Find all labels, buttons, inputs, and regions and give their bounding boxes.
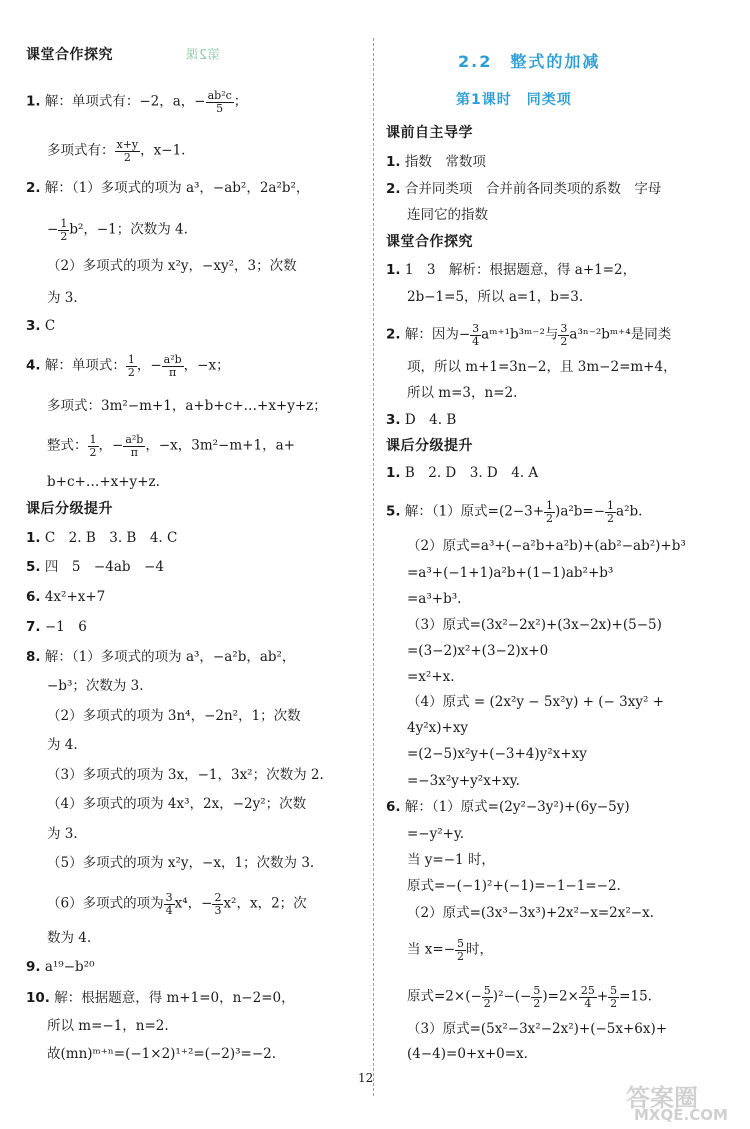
fraction-denominator: 2 [546,511,554,525]
answer-line [26,589,105,605]
fraction-denominator: 2 [607,511,615,525]
line-text: （3）原式=(3x²−2x²)+(3x−2x)+(5−5) [407,617,662,633]
answer-line [407,694,664,710]
line-text: =x²+x. [407,669,455,685]
fraction [608,985,619,1009]
answer-line [386,262,636,278]
line-text: 当 x=− [407,941,456,958]
item-number: 6. [386,799,401,815]
section-heading [26,47,113,64]
line-text: 故(mn)ᵐ⁺ⁿ=(−1×2)¹⁺²=(−2)³=−2. [47,1046,277,1062]
fraction [455,938,466,962]
fraction-numerator: 25 [580,984,595,997]
line-text: 解：（1）多项式的项为 a³，−ab²，2a²b²， [44,180,310,196]
line-text: 连同它的指数 [407,207,488,223]
answer-line [47,139,185,163]
line-text-continued: ，− [98,437,124,454]
fraction-numerator: 5 [533,984,541,997]
item-number: 1. [386,465,401,481]
line-text: 为 4. [47,737,78,753]
line-text: 课堂合作探究 [26,47,113,63]
line-text: 解：（1）原式=(2y²−3y²)+(6y−5y) [404,799,630,815]
fraction-denominator: 2 [123,150,131,164]
line-text: （5）多项式的项为 x²y，−x，1；次数为 3. [47,855,315,871]
answer-line [407,746,587,762]
answer-line [407,938,493,962]
answer-line [47,826,78,842]
line-text: =−3x²y+y²x+xy. [407,773,520,789]
answer-line [47,678,144,694]
line-text: 指数 常数项 [404,154,486,170]
line-text: （2）多项式的项为 3n⁴，−2n²，1；次数 [47,708,301,724]
item-number: 2. [386,326,401,343]
fraction [544,500,555,524]
answer-line [407,617,662,633]
section-title: 2.2 整式的加减 [458,52,601,71]
line-text-continued: aᵐ⁺¹b³ᵐ⁻²与 [481,326,559,343]
line-text: C [44,318,56,334]
item-number: 1. [386,154,401,170]
line-text: 原式=−(−1)²+(−1)=−1−1=−2. [407,878,621,894]
answer-line [407,985,652,1009]
fraction-denominator: 4 [584,996,592,1010]
section-heading [26,501,113,518]
answer-line [26,559,164,575]
line-text-continued: ，− [136,357,162,374]
line-text: 4y²x)+xy [407,720,469,736]
line-text: =−y²+y. [407,826,465,842]
item-number: 10. [26,990,50,1006]
line-text: （6）多项式的项为 [47,895,164,912]
answer-line [407,852,495,868]
answer-line [47,892,307,916]
fraction-numerator: 3 [165,891,173,904]
line-text: 1 3 解析：根据题意，得 a+1=2， [404,262,637,278]
fraction-numerator: 1 [546,499,554,512]
answer-line [407,773,520,789]
line-text: 课堂合作探究 [386,234,473,250]
line-text: 解：根据题意，得 m+1=0，n−2=0， [54,990,295,1006]
line-text: （3）原式=(5x²−3x²−2x²)+(−5x+6x)+ [407,1021,668,1037]
right-column [380,0,750,1129]
line-text: 解：（1）原式=(2−3+ [404,503,545,520]
answer-line [407,878,621,894]
line-text: =a³+(−1+1)a²b+(1−1)ab²+b³ [407,565,614,581]
fraction [164,892,175,916]
page-number: 12 [358,1071,374,1085]
answer-line [407,538,686,554]
answer-line [407,289,583,305]
line-text-continued: )²−(− [492,988,532,1005]
answer-line [386,799,630,815]
line-text: 所以 m=−1，n=2. [47,1018,169,1034]
line-text: 解：因为− [404,326,471,343]
fraction-numerator: 1 [607,499,615,512]
item-number: 6. [26,589,41,605]
fraction [88,434,99,458]
answer-line [47,398,327,414]
line-text: − [47,221,59,238]
line-text-continued: ，−x； [183,357,230,374]
fraction [115,139,141,163]
item-number: 1. [386,262,401,278]
fraction-numerator: 1 [89,433,97,446]
answer-line [47,434,295,458]
fraction-denominator: 4 [165,903,173,917]
fraction [605,500,616,524]
left-column [0,0,372,1129]
answer-line [47,930,91,946]
fraction-numerator: 1 [60,217,68,230]
line-text-continued: a³ⁿ⁻²bᵐ⁺⁴是同类 [569,326,672,343]
fraction-denominator: 3 [214,903,222,917]
answer-line [26,354,230,378]
fraction [482,985,493,1009]
answer-line [26,530,177,546]
fraction-denominator: 2 [89,445,97,459]
line-text-continued: + [596,988,609,1005]
line-text: =(3−2)x²+(3−2)x+0 [407,643,549,659]
line-text: =(2−5)x²y+(−3+4)y²x+xy [407,746,587,762]
item-number: 3. [386,412,401,428]
fraction-denominator: 5 [216,101,224,115]
answer-line [47,1018,169,1034]
line-text: （2）多项式的项为 x²y，−xy²，3；次数 [47,258,297,274]
answer-line [47,708,301,724]
section-heading [386,438,473,455]
line-text: 2b−1=5，所以 a=1，b=3. [407,289,584,305]
line-text: 多项式有： [47,142,115,159]
fraction-denominator: π [130,445,138,459]
item-number: 4. [26,357,41,374]
item-number: 9. [26,959,41,975]
column-divider [373,38,374,1096]
line-text: (4−4)=0+x+0=x. [407,1046,528,1062]
answer-line [407,1021,667,1037]
line-text-continued: x⁴，− [174,895,213,912]
fraction-denominator: 2 [127,365,135,379]
fraction [579,985,597,1009]
lesson-title: 第1课时 同类项 [456,92,572,108]
line-text: B 2. D 3. D 4. A [404,465,539,481]
answer-line [26,180,309,196]
answer-line [407,591,461,607]
watermark-bottom: MXQE.COM [634,1106,728,1124]
line-text: 合并同类项 合并前各同类项的系数 字母 [404,181,662,197]
fraction-denominator: π [169,365,177,379]
fraction [212,892,223,916]
answer-line [26,619,87,635]
item-number: 7. [26,619,41,635]
line-text: 解：单项式有：−2，a，− [44,93,206,110]
answer-line [47,258,297,274]
line-text-continued: )a²b=− [555,503,606,520]
line-text: −b³；次数为 3. [47,678,144,694]
fraction-numerator: 3 [472,322,480,335]
item-number: 1. [26,530,41,546]
fraction-denominator: 2 [533,996,541,1010]
line-text-continued: a²b. [616,503,643,520]
answer-line [386,154,486,170]
item-number: 3. [26,318,41,334]
fraction [531,985,542,1009]
fraction [126,354,137,378]
fraction-denominator: 2 [560,334,568,348]
line-text-continued: 时， [466,941,494,958]
line-text: 当 y=−1 时， [407,852,495,868]
line-text: 解：单项式： [44,357,126,374]
fraction [58,218,69,242]
answer-line [47,855,314,871]
answer-line [26,649,295,665]
fraction [162,354,184,378]
line-text: 4x²+x+7 [44,589,106,605]
line-text: a¹⁹−b²⁰ [44,959,95,975]
section-heading [386,234,473,251]
fraction [206,90,234,114]
fraction [123,434,145,458]
fraction-numerator: ab²c [207,89,232,102]
answer-line [47,737,78,753]
fraction-numerator: 3 [560,322,568,335]
line-text: （2）原式=(3x³−3x³)+2x²−x=2x²−x. [407,905,654,921]
answer-line [386,323,671,347]
item-number: 8. [26,649,41,665]
line-text: 四 5 −4ab −4 [44,559,164,575]
line-text: D 4. B [404,412,457,428]
answer-line [407,565,613,581]
answer-line [386,412,456,428]
section-heading [386,125,473,142]
lesson-stamp: 第2课 [186,48,221,63]
fraction-denominator: 2 [483,996,491,1010]
line-text-continued: ； [233,93,248,110]
line-text: b+c+…+x+y+z. [47,474,160,490]
fraction-denominator: 2 [610,996,618,1010]
answer-line [26,959,94,975]
fraction-denominator: 2 [457,949,465,963]
fraction-numerator: 1 [127,353,135,366]
line-text-continued: =15. [619,988,652,1005]
line-text: 课前自主导学 [386,125,473,141]
answer-line [407,643,548,659]
fraction-numerator: x+y [116,138,139,151]
answer-line [47,796,306,812]
line-text: 解：（1）多项式的项为 a³，−a²b，ab²， [44,649,296,665]
line-text: （2）原式=a³+(−a²b+a²b)+(ab²−ab²)+b³ [407,538,686,554]
line-text: （3）多项式的项为 3x，−1，3x²；次数为 2. [47,767,324,783]
fraction [470,323,481,347]
answer-line [407,1046,528,1062]
answer-line [407,905,654,921]
line-text: −1 6 [44,619,87,635]
fraction-numerator: 5 [610,984,618,997]
fraction-numerator: 2 [214,891,222,904]
line-text-continued: ，x−1. [140,142,186,159]
answer-line [386,465,538,481]
answer-line [407,359,677,375]
line-text: 课后分级提升 [26,501,113,517]
fraction-numerator: a²b [163,353,182,366]
line-text: 整式： [47,437,88,454]
answer-line [407,669,455,685]
line-text-continued: b²，−1；次数为 4. [69,221,188,238]
fraction-denominator: 2 [60,229,68,243]
item-number: 5. [26,559,41,575]
item-number: 1. [26,93,41,110]
answer-line [407,385,517,401]
answer-line [386,181,661,197]
line-text: （4）多项式的项为 4x³，2x，−2y²；次数 [47,796,307,812]
answer-line [407,207,488,223]
answer-line [47,1046,276,1062]
answer-line [407,720,468,736]
answer-line [26,318,55,334]
fraction [558,323,569,347]
answer-line [407,826,464,842]
line-text: 原式=2×(− [407,988,482,1005]
item-number: 2. [386,181,401,197]
answer-line [26,990,295,1006]
line-text: 项，所以 m+1=3n−2，且 3m−2=m+4， [407,359,677,375]
line-text-continued: )=2× [542,988,579,1005]
line-text-continued: ，−x，3m²−m+1，a+ [145,437,295,454]
line-text-continued: x²，x，2；次 [223,895,307,912]
fraction-numerator: a²b [125,433,144,446]
answer-line [26,90,247,114]
answer-line [47,767,324,783]
fraction-numerator: 5 [457,937,465,950]
item-number: 5. [386,503,401,520]
watermark-logo [622,1078,744,1126]
watermark-top: 答案圈 [626,1084,698,1112]
answer-line [47,474,160,490]
answer-line [47,218,188,242]
fraction-denominator: 4 [472,334,480,348]
line-text: 所以 m=3，n=2. [407,385,518,401]
line-text: =a³+b³. [407,591,462,607]
line-text: 课后分级提升 [386,438,473,454]
line-text: （4）原式 = (2x²y − 5x²y) + (− 3xy² + [407,694,665,710]
line-text: C 2. B 3. B 4. C [44,530,178,546]
line-text: 为 3. [47,290,78,306]
item-number: 2. [26,180,41,196]
answer-line [47,290,78,306]
line-text: 为 3. [47,826,78,842]
answer-line [386,500,642,524]
line-text: 数为 4. [47,930,92,946]
line-text: 多项式：3m²−m+1，a+b+c+…+x+y+z； [47,398,327,414]
fraction-numerator: 5 [483,984,491,997]
